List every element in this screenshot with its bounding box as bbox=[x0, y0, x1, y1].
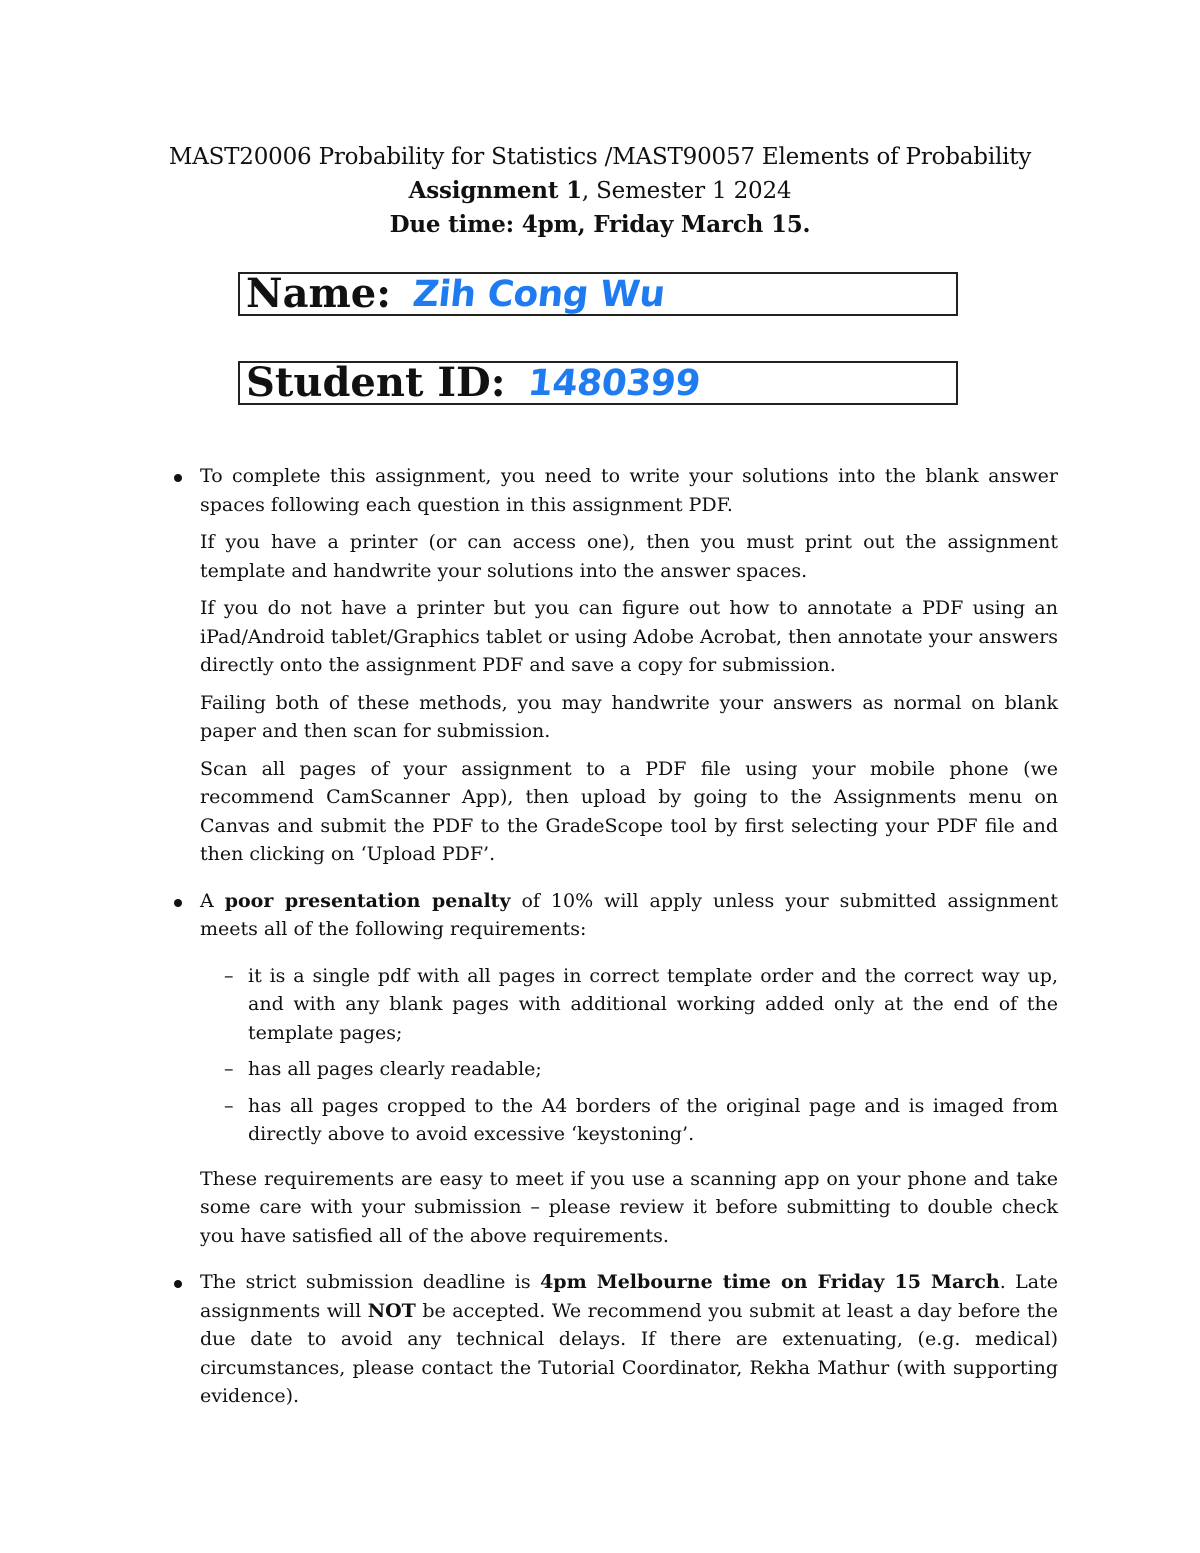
bullet-dot bbox=[174, 899, 182, 907]
paragraph: Failing both of these methods, you may handwrite your answers as normal on blank paper and then scan for submission. bbox=[200, 691, 1058, 742]
paragraph: To complete this assignment, you need to write your solutions into the blank answer spaces following each question in this assignment PDF. bbox=[200, 465, 1058, 516]
requirements-closing bbox=[172, 1165, 1058, 1251]
not-emphasis: NOT bbox=[367, 1299, 416, 1322]
instructions bbox=[172, 462, 1058, 1420]
bullet-deadline bbox=[172, 1268, 1058, 1411]
paragraph bbox=[200, 1268, 1058, 1411]
name-box bbox=[238, 272, 958, 316]
list-item-text: has all pages cropped to the A4 borders of the original page and is imaged from directly above to avoid excessive ‘keystoning’. bbox=[248, 1094, 1058, 1145]
due-time: Due time: 4pm, Friday March 15. bbox=[389, 211, 811, 238]
text: be accepted. We recommend you submit at least a day before the due date to avoid any technical delays. If there are extenuating, (e.g. medical) circumstances, please contact the Tutorial Coordinator, Rekha Mathur (with supporting evidence). bbox=[200, 1299, 1059, 1407]
list-item bbox=[200, 1092, 1058, 1149]
penalty-emphasis: poor presentation penalty bbox=[224, 889, 511, 912]
bullet-submission-method bbox=[172, 462, 1058, 869]
list-item bbox=[200, 1055, 1058, 1084]
dash-marker: – bbox=[224, 964, 234, 987]
list-item bbox=[200, 962, 1058, 1048]
requirements-list bbox=[172, 962, 1058, 1149]
bullet-dot bbox=[174, 1280, 182, 1288]
dash-marker: – bbox=[224, 1094, 234, 1117]
paragraph: If you do not have a printer but you can figure out how to annotate a PDF using an iPad/Android tablet/Graphics tablet or using Adobe Acrobat, then annotate your answers directly onto the assignment PDF and save a copy for submission. bbox=[200, 597, 1058, 676]
text: A bbox=[200, 889, 225, 912]
dash-marker: – bbox=[224, 1058, 234, 1080]
semester-text: , Semester 1 2024 bbox=[581, 178, 792, 204]
student-id-handwritten: 1480399 bbox=[525, 362, 702, 404]
text: of 10% will apply unless your submitted assignment meets all of the following requirements: bbox=[200, 889, 1058, 940]
name-label: Name: bbox=[246, 270, 392, 317]
deadline-emphasis: 4pm Melbourne time on Friday 15 March bbox=[540, 1271, 1000, 1293]
assignment-line bbox=[0, 174, 1200, 208]
paragraph bbox=[200, 887, 1058, 944]
list-item-text: it is a single pdf with all pages in correct template order and the correct way up, and with any blank pages with additional working added only at the end of the template pages; bbox=[248, 964, 1058, 1044]
paragraph: Scan all pages of your assignment to a PDF file using your mobile phone (we recommend CamScanner App), then upload by going to the Assignments menu on Canvas and submit the PDF to the GradeScope tool by first selecting your PDF file and then clicking on ‘Upload PDF’. bbox=[200, 757, 1058, 865]
assignment-label: Assignment 1 bbox=[408, 177, 582, 204]
paragraph: These requirements are easy to meet if you use a scanning app on your phone and take some care with your submission – please review it before submitting to double check you have satisfied all of the above requirements. bbox=[200, 1167, 1058, 1247]
bullet-presentation-penalty bbox=[172, 887, 1058, 944]
paragraph: If you have a printer (or can access one), then you must print out the assignment template and handwrite your solutions into the answer spaces. bbox=[200, 531, 1058, 582]
student-id-label: Student ID: bbox=[246, 359, 506, 406]
list-item-text: has all pages clearly readable; bbox=[248, 1058, 542, 1080]
text: The strict submission deadline is bbox=[200, 1271, 541, 1293]
bullet-dot bbox=[174, 474, 182, 482]
course-title: MAST20006 Probability for Statistics /MAST90057 Elements of Probability bbox=[168, 144, 1032, 170]
header bbox=[0, 140, 1200, 242]
student-id-box bbox=[238, 361, 958, 405]
name-handwritten: Zih Cong Wu bbox=[410, 273, 667, 315]
text: . Late assignments will bbox=[200, 1271, 1058, 1322]
